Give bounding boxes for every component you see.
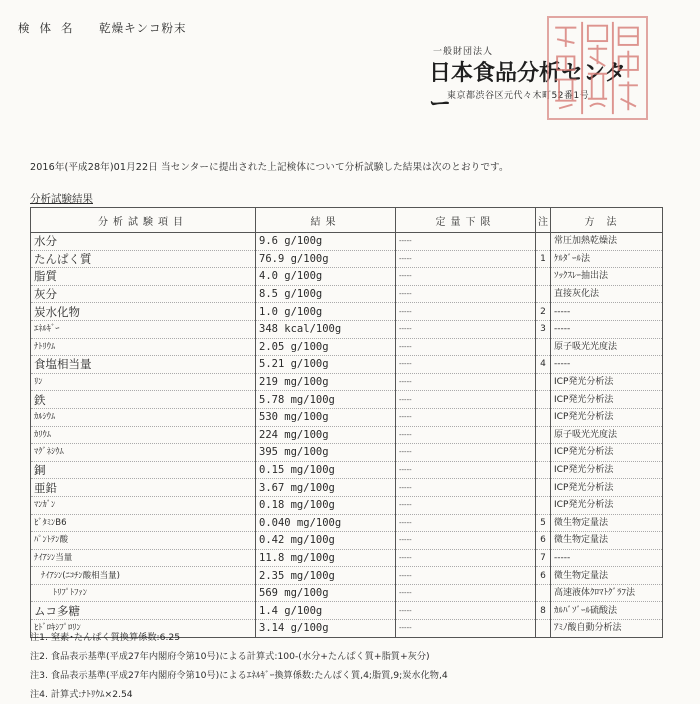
table-row (31, 233, 663, 251)
method-name: ----- (551, 303, 663, 321)
method-name: 常圧加熱乾燥法 (551, 233, 663, 251)
method-name: ICP発光分析法 (551, 373, 663, 391)
note-number (536, 233, 551, 251)
table-row (31, 373, 663, 391)
item-name: ｴﾈﾙｷﾞｰ (31, 320, 256, 338)
result-value: 530 mg/100g (256, 408, 396, 426)
item-name: 鉄 (31, 391, 256, 409)
result-value: 8.5 g/100g (256, 285, 396, 303)
limit-value: ----- (396, 268, 536, 286)
result-value: 5.21 g/100g (256, 356, 396, 374)
table-row (31, 602, 663, 620)
method-name: 原子吸光光度法 (551, 338, 663, 356)
note-number (536, 373, 551, 391)
limit-value: ----- (396, 496, 536, 514)
results-table (30, 207, 663, 638)
result-value: 0.040 mg/100g (256, 514, 396, 532)
note-number (536, 584, 551, 602)
item-name: ﾊﾟﾝﾄﾃﾝ酸 (31, 532, 256, 550)
item-name: ﾏｸﾞﾈｼｳﾑ (31, 444, 256, 462)
official-seal-stamp (547, 16, 648, 120)
limit-value: ----- (396, 303, 536, 321)
note-number (536, 408, 551, 426)
method-name: ----- (551, 549, 663, 567)
header-note: 注 (536, 208, 551, 233)
table-row (31, 496, 663, 514)
note-number (536, 479, 551, 497)
limit-value: ----- (396, 408, 536, 426)
result-value: 4.0 g/100g (256, 268, 396, 286)
result-value: 2.05 g/100g (256, 338, 396, 356)
limit-value: ----- (396, 338, 536, 356)
table-row (31, 285, 663, 303)
result-value: 2.35 mg/100g (256, 567, 396, 585)
method-name: ｿｯｸｽﾚｰ抽出法 (551, 268, 663, 286)
limit-value: ----- (396, 356, 536, 374)
note-number: 5 (536, 514, 551, 532)
note-number: 7 (536, 549, 551, 567)
result-value: 5.78 mg/100g (256, 391, 396, 409)
note-number: 4 (536, 356, 551, 374)
result-value: 0.15 mg/100g (256, 461, 396, 479)
section-title: 分析試験結果 (30, 193, 93, 205)
limit-value: ----- (396, 514, 536, 532)
result-value: 569 mg/100g (256, 584, 396, 602)
sample-line (18, 20, 187, 36)
method-name: ----- (551, 356, 663, 374)
limit-value: ----- (396, 620, 536, 638)
limit-value: ----- (396, 567, 536, 585)
result-value: 3.67 mg/100g (256, 479, 396, 497)
limit-value: ----- (396, 602, 536, 620)
item-name: 食塩相当量 (31, 356, 256, 374)
result-value: 219 mg/100g (256, 373, 396, 391)
table-row (31, 479, 663, 497)
note-number: 6 (536, 532, 551, 550)
footnote: 注1. 窒素･たんぱく質換算係数:6.25 (30, 632, 181, 643)
result-value: 0.18 mg/100g (256, 496, 396, 514)
table-row (31, 567, 663, 585)
organization-prefix: 一般財団法人 (433, 47, 494, 57)
limit-value: ----- (396, 391, 536, 409)
seal-graphic (549, 18, 646, 118)
item-name: ﾅｲｱｼﾝ(ﾆｺﾁﾝ酸相当量) (31, 567, 256, 585)
method-name: 微生物定量法 (551, 532, 663, 550)
limit-value: ----- (396, 285, 536, 303)
footnote: 注4. 計算式:ﾅﾄﾘｳﾑ×2.54 (30, 689, 133, 700)
limit-value: ----- (396, 320, 536, 338)
item-name: 銅 (31, 461, 256, 479)
table-row (31, 461, 663, 479)
table-row (31, 356, 663, 374)
note-number (536, 444, 551, 462)
method-name: ICP発光分析法 (551, 479, 663, 497)
limit-value: ----- (396, 250, 536, 268)
header-item: 分析試験項目 (31, 208, 256, 233)
table-row (31, 426, 663, 444)
result-value: 395 mg/100g (256, 444, 396, 462)
table-row (31, 514, 663, 532)
note-number: 8 (536, 602, 551, 620)
limit-value: ----- (396, 479, 536, 497)
table-row (31, 338, 663, 356)
sample-name: 乾燥キンコ粉末 (99, 21, 187, 35)
note-number (536, 285, 551, 303)
table-row (31, 320, 663, 338)
footnote: 注2. 食品表示基準(平成27年内閣府令第10号)による計算式:100-(水分+たんぱく質+脂質+灰分) (30, 651, 430, 662)
method-name: 原子吸光光度法 (551, 426, 663, 444)
result-value: 3.14 g/100g (256, 620, 396, 638)
table-row (31, 391, 663, 409)
note-number (536, 496, 551, 514)
method-name: ----- (551, 320, 663, 338)
table-row (31, 584, 663, 602)
result-value: 224 mg/100g (256, 426, 396, 444)
method-name: ICP発光分析法 (551, 496, 663, 514)
item-name: 水分 (31, 233, 256, 251)
limit-value: ----- (396, 532, 536, 550)
organization-address: 東京都渋谷区元代々木町52番1号 (447, 91, 590, 101)
note-number (536, 338, 551, 356)
item-name: ﾋﾞﾀﾐﾝB6 (31, 514, 256, 532)
method-name: 微生物定量法 (551, 567, 663, 585)
limit-value: ----- (396, 426, 536, 444)
result-value: 11.8 mg/100g (256, 549, 396, 567)
table-row (31, 268, 663, 286)
result-value: 1.4 g/100g (256, 602, 396, 620)
table-row (31, 303, 663, 321)
item-name: 脂質 (31, 268, 256, 286)
item-name: ｶﾙｼｳﾑ (31, 408, 256, 426)
item-name: 灰分 (31, 285, 256, 303)
item-name: 亜鉛 (31, 479, 256, 497)
limit-value: ----- (396, 233, 536, 251)
footnotes (30, 628, 448, 704)
table-row (31, 549, 663, 567)
note-number (536, 620, 551, 638)
note-number: 6 (536, 567, 551, 585)
note-number (536, 268, 551, 286)
sample-label: 検体名 (18, 21, 83, 35)
item-name: ﾋﾄﾞﾛｷｼﾌﾟﾛﾘﾝ (31, 620, 256, 638)
item-name: たんぱく質 (31, 250, 256, 268)
item-name: ﾄﾘﾌﾟﾄﾌｧﾝ (31, 584, 256, 602)
item-name: ムコ多糖 (31, 602, 256, 620)
note-number (536, 426, 551, 444)
organization-name: 日本食品分析センター (429, 61, 627, 117)
result-value: 1.0 g/100g (256, 303, 396, 321)
method-name: ICP発光分析法 (551, 408, 663, 426)
method-name: ｱﾐﾉ酸自動分析法 (551, 620, 663, 638)
limit-value: ----- (396, 373, 536, 391)
method-name: 直接灰化法 (551, 285, 663, 303)
method-name: ｶﾙﾊﾞｿﾞｰﾙ硫酸法 (551, 602, 663, 620)
result-value: 9.6 g/100g (256, 233, 396, 251)
header-limit: 定量下限 (396, 208, 536, 233)
table-row (31, 444, 663, 462)
result-value: 348 kcal/100g (256, 320, 396, 338)
method-name: ICP発光分析法 (551, 391, 663, 409)
table-row (31, 250, 663, 268)
result-value: 76.9 g/100g (256, 250, 396, 268)
note-number: 2 (536, 303, 551, 321)
item-name: ﾘﾝ (31, 373, 256, 391)
table-row (31, 408, 663, 426)
method-name: 微生物定量法 (551, 514, 663, 532)
table-header-row (31, 208, 663, 233)
limit-value: ----- (396, 444, 536, 462)
note-number (536, 461, 551, 479)
table-row (31, 532, 663, 550)
note-number (536, 391, 551, 409)
limit-value: ----- (396, 584, 536, 602)
intro-text: 2016年(平成28年)01月22日 当センターに提出された上記検体について分析試験した結果は次のとおりです。 (30, 162, 509, 173)
item-name: ﾏﾝｶﾞﾝ (31, 496, 256, 514)
method-name: ICP発光分析法 (551, 444, 663, 462)
result-value: 0.42 mg/100g (256, 532, 396, 550)
limit-value: ----- (396, 461, 536, 479)
method-name: ICP発光分析法 (551, 461, 663, 479)
note-number: 1 (536, 250, 551, 268)
item-name: ﾅｲｱｼﾝ当量 (31, 549, 256, 567)
item-name: ﾅﾄﾘｳﾑ (31, 338, 256, 356)
limit-value: ----- (396, 549, 536, 567)
header-result: 結果 (256, 208, 396, 233)
footnote: 注3. 食品表示基準(平成27年内閣府令第10号)によるｴﾈﾙｷﾞｰ換算係数:たんぱく質,4;脂質,9;炭水化物,4 (30, 670, 448, 681)
item-name: ｶﾘｳﾑ (31, 426, 256, 444)
item-name: 炭水化物 (31, 303, 256, 321)
note-number: 3 (536, 320, 551, 338)
header-method: 方法 (551, 208, 663, 233)
method-name: ｹﾙﾀﾞｰﾙ法 (551, 250, 663, 268)
method-name: 高速液体ｸﾛﾏﾄｸﾞﾗﾌ法 (551, 584, 663, 602)
